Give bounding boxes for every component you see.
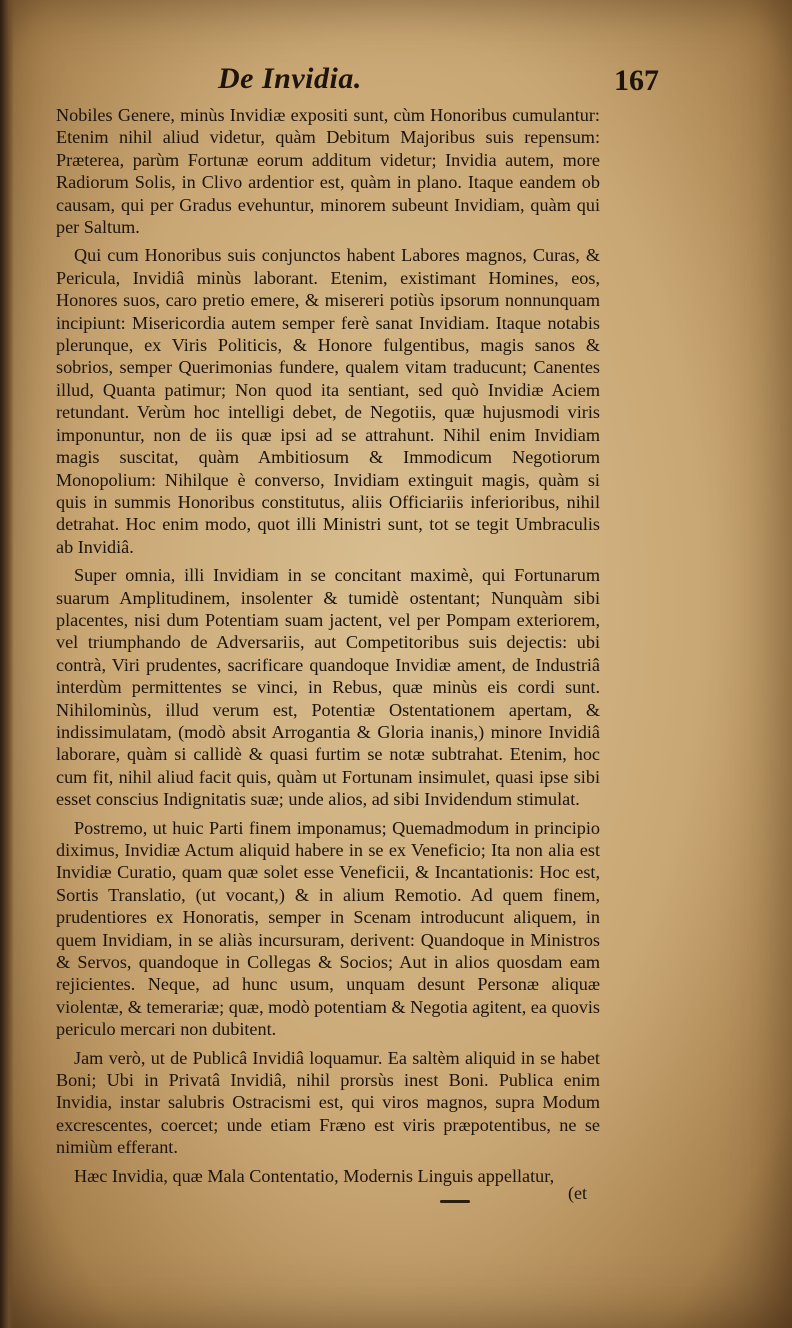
paragraph-4: Postremo, ut huic Parti finem imponamus; Quemadmodum in principio diximus, Invidiæ Actum aliquid habere in se ex Veneficio; Ita non alia est Invidiæ Curatio, quam quæ solet esse Veneficii, & Incantationis: Hoc est, Sortis Translatio, (ut vocant,) & in alium Remotio. Ad quem finem, prudentiores ex Honoratis, semper in Scenam introducunt aliquem, in quem Invidiam, in se aliàs incursuram, derivent: Quandoque in Ministros & Servos, quandoque in Collegas & Socios; Aut in alios quosdam eam rejicientes. Neque, ad hunc usum, unquam desunt Personæ aliquæ violentæ, & temerariæ; quæ, modò potentiam & Negotia agitent, ea quovis periculo mercari non dubitent.	[56, 817, 601, 1040]
running-head	[0, 62, 792, 102]
page-number: 167	[614, 64, 659, 97]
footer-ornament	[440, 1200, 470, 1203]
paragraph-1: Nobiles Genere, minùs Invidiæ expositi sunt, cùm Honoribus cumulantur: Etenim nihil aliud videtur, quàm Debitum Majoribus suis repensum: Præterea, parùm Fortunæ eorum additum videtur; Invidia autem, more Radiorum Solis, in Clivo ardentior est, quàm in plano. Itaque eandem ob causam, qui per Gradus evehuntur, minorem subeunt Invidiam, quàm qui per Saltum.	[56, 105, 600, 238]
paragraph-6: Hæc Invidia, quæ Mala Contentatio, Modernis Linguis appellatur,	[74, 1165, 555, 1186]
paragraph-5: Jam verò, ut de Publicâ Invidiâ loquamur. Ea saltèm aliquid in se habet Boni; Ubi in Privatâ Invidiâ, nihil prorsùs inest Boni. Publica enim Invidia, instar salubris Ostracismi est, qui viros magnos, supra Modum excrescentes, coercet; unde etiam Fræno est viris præpotentibus, ne se nimiùm efferant.	[56, 1047, 600, 1158]
paragraph-3: Super omnia, illi Invidiam in se concitant maximè, qui Fortunarum suarum Amplitudinem, insolenter & tumidè ostentant; Nunquàm sibi placentes, nisi dum Potentiam suam jactent, vel per Pompam exteriorem, vel triumphando de Adversariis, aut Competitoribus suis dejectis: ubi contrà, Viri prudentes, sacrificare quandoque Invidiæ ament, de Industriâ interdùm permittentes se vinci, in Rebus, quæ minùs eis cordi sunt. Nihilominùs, illud verum est, Potentiæ Ostentationem apertam, & indissimulatam, (modò absit Arrogantia & Gloria inanis,) minore Invidiâ laborare, quàm si callidè & quasi furtim se notæ subtrahat. Etenim, hoc cum fit, nihil aliud facit quis, quàm ut Fortunam insimulet, quasi ipse sibi esset conscius Indignitatis suæ; unde alios, ad sibi Invidendum stimulat.	[56, 565, 600, 810]
running-title: De Invidia.	[218, 62, 362, 95]
body-text	[56, 104, 600, 1193]
binding-shadow	[0, 0, 14, 1328]
paragraph-2: Qui cum Honoribus suis conjunctos habent Labores magnos, Curas, & Pericula, Invidiâ minùs laborant. Etenim, existimant Homines, eos, Honores suos, caro pretio emere, & misereri potiùs ipsorum nonnunquam incipiunt: Misericordia autem semper ferè sanat Invidiam. Itaque notabis plerunque, ex Viris Politicis, & Honore fulgentibus, magis sanos & sobrios, semper Querimonias fundere, qualem vitam traducunt; Canentes illud, Quanta patimur; Non quod ita sentiant, sed quò Invidiæ Aciem retundant. Verùm hoc intelligi debet, de Negotiis, quæ hujusmodi viris imponuntur, non de iis quæ ipsi ad se attrahunt. Nihil enim Invidiam magis suscitat, quàm Ambitiosum & Immodicum Negotiorum Monopolium: Nihilque è converso, Invidiam extinguit magis, quàm si quis in summis Honoribus constitutus, aliis Officiariis inferioribus, nihil detrahat. Hoc enim modo, quot illi Ministri sunt, tot se tegit Umbraculis ab Invidiâ.	[56, 245, 600, 557]
catchword: (et	[568, 1183, 587, 1203]
